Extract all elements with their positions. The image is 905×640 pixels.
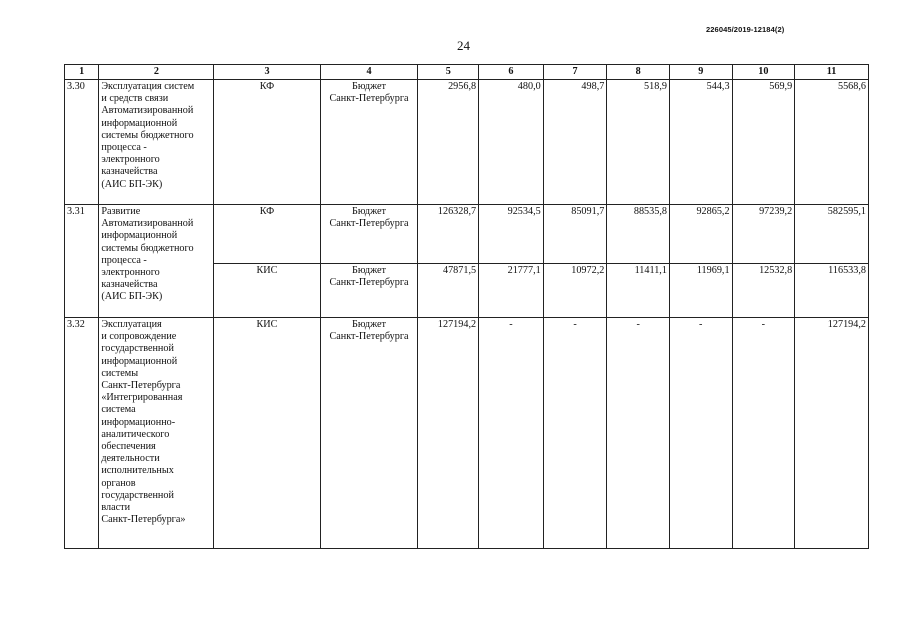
column-header: 11	[795, 65, 869, 80]
column-header: 5	[418, 65, 479, 80]
value-cell: 116533,8	[795, 264, 869, 318]
value-cell: 92865,2	[669, 205, 732, 264]
value-cell: 544,3	[669, 80, 732, 205]
value-cell: 10972,2	[543, 264, 607, 318]
column-header: 8	[607, 65, 670, 80]
column-header: 1	[65, 65, 99, 80]
funding-source: Бюджет Санкт-Петербурга	[320, 318, 418, 549]
document-id: 226045/2019-12184(2)	[706, 25, 785, 34]
value-cell: -	[732, 318, 795, 549]
value-cell: 88535,8	[607, 205, 670, 264]
header-row	[65, 65, 869, 80]
funding-source: Бюджет Санкт-Петербурга	[320, 80, 418, 205]
value-cell: -	[669, 318, 732, 549]
responsible-org: КФ	[214, 205, 320, 264]
column-header: 7	[543, 65, 607, 80]
row-description: Развитие Автоматизированной информационной системы бюджетного процесса - электронного казначейства (АИС БП-ЭК)	[99, 205, 214, 318]
column-header: 2	[99, 65, 214, 80]
page-number: 24	[457, 38, 470, 53]
row-number: 3.31	[65, 205, 99, 318]
value-cell: 11969,1	[669, 264, 732, 318]
table-row	[65, 80, 869, 205]
row-number: 3.32	[65, 318, 99, 549]
row-description: Эксплуатация и сопровождение государственной информационной системы Санкт-Петербурга «Интегрированная система информационно- аналитического обеспечения деятельности исполнительных органов государственной власти Санкт-Петербурга»	[99, 318, 214, 549]
row-description: Эксплуатация систем и средств связи Автоматизированной информационной системы бюджетного процесса - электронного казначейства (АИС БП-ЭК)	[99, 80, 214, 205]
value-cell: -	[607, 318, 670, 549]
value-cell: -	[543, 318, 607, 549]
funding-source: Бюджет Санкт-Петербурга	[320, 205, 418, 264]
value-cell: 11411,1	[607, 264, 670, 318]
value-cell: -	[479, 318, 544, 549]
column-header: 3	[214, 65, 320, 80]
value-cell: 21777,1	[479, 264, 544, 318]
value-cell: 85091,7	[543, 205, 607, 264]
row-number: 3.30	[65, 80, 99, 205]
budget-table	[64, 64, 869, 549]
value-cell: 2956,8	[418, 80, 479, 205]
value-cell: 126328,7	[418, 205, 479, 264]
column-header: 10	[732, 65, 795, 80]
value-cell: 480,0	[479, 80, 544, 205]
value-cell: 97239,2	[732, 205, 795, 264]
responsible-org: КИС	[214, 264, 320, 318]
value-cell: 582595,1	[795, 205, 869, 264]
value-cell: 498,7	[543, 80, 607, 205]
value-cell: 12532,8	[732, 264, 795, 318]
value-cell: 92534,5	[479, 205, 544, 264]
column-header: 4	[320, 65, 418, 80]
value-cell: 518,9	[607, 80, 670, 205]
column-header: 9	[669, 65, 732, 80]
table-row	[65, 318, 869, 549]
funding-source: Бюджет Санкт-Петербурга	[320, 264, 418, 318]
responsible-org: КФ	[214, 80, 320, 205]
table-row	[65, 205, 869, 264]
value-cell: 127194,2	[418, 318, 479, 549]
value-cell: 5568,6	[795, 80, 869, 205]
value-cell: 127194,2	[795, 318, 869, 549]
value-cell: 569,9	[732, 80, 795, 205]
value-cell: 47871,5	[418, 264, 479, 318]
column-header: 6	[479, 65, 544, 80]
responsible-org: КИС	[214, 318, 320, 549]
